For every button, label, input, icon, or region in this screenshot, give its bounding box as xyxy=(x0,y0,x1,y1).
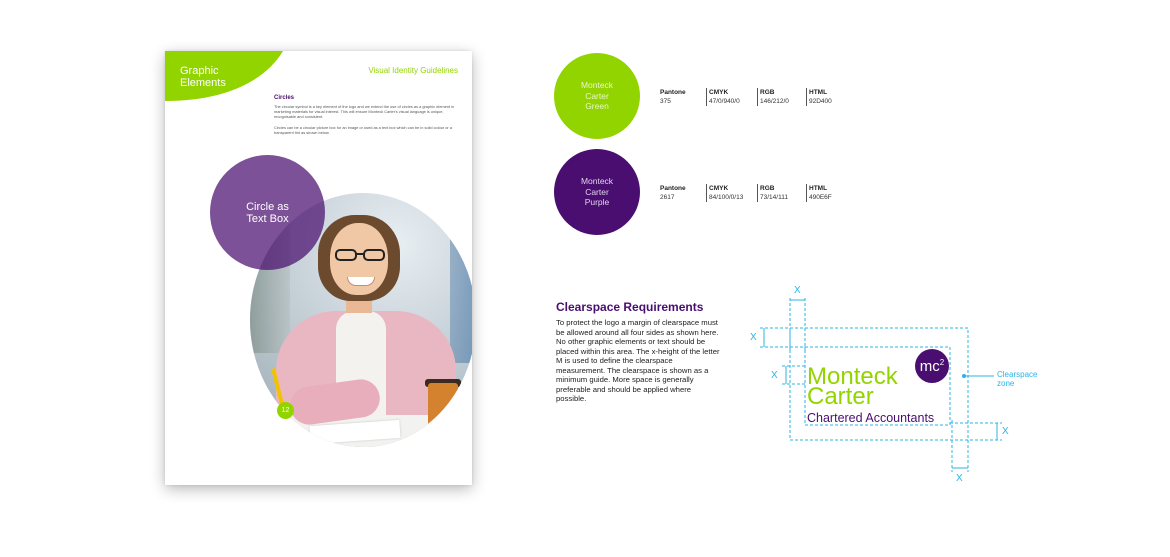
x-measure-label: X xyxy=(750,332,757,343)
spec-value: 2617 xyxy=(660,194,675,201)
x-measure-label: X xyxy=(956,473,963,484)
x-measure-label: X xyxy=(771,370,778,381)
spec-label: RGB xyxy=(760,89,775,96)
photo-background xyxy=(450,203,472,363)
spec-label: CMYK xyxy=(709,185,729,192)
clearspace-zone-label: Clearspace zone xyxy=(997,370,1038,388)
brochure-page xyxy=(165,51,472,485)
spec-cmyk-purple xyxy=(706,184,743,202)
spec-value: 92D400 xyxy=(809,98,832,105)
spec-value: 375 xyxy=(660,98,671,105)
spec-label: HTML xyxy=(809,89,828,96)
spec-label: RGB xyxy=(760,185,775,192)
coffee-cup-icon xyxy=(428,383,458,427)
page-subtitle: Visual Identity Guidelines xyxy=(368,66,458,75)
text-box-circle xyxy=(210,155,325,270)
spec-pantone-green xyxy=(660,88,686,106)
spec-html-green xyxy=(806,88,832,106)
spec-value: 490E6F xyxy=(809,194,832,201)
spec-html-purple xyxy=(806,184,832,202)
spec-value: 47/0/940/0 xyxy=(709,98,740,105)
section-heading: Circles xyxy=(274,95,295,101)
clearspace-diagram xyxy=(740,280,1060,490)
zone-pointer-dot xyxy=(962,374,966,378)
text-box-label: Circle as Text Box xyxy=(246,200,289,225)
logo-badge-text: mc xyxy=(919,357,940,375)
logo-wordmark-line1: Monteck xyxy=(807,363,898,390)
spec-value: 84/100/0/13 xyxy=(709,194,744,201)
spec-label: CMYK xyxy=(709,89,729,96)
clearspace-heading: Clearspace Requirements xyxy=(556,300,704,314)
clearspace-body: To protect the logo a margin of clearspace must be allowed around all four sides as shown here. No other graphic elements or text should be placed within this area. The x-height of the letter M is used to define the clearspace measurement. The clearspace is shown as a minimum guide. More space is generally preferable and should be applied where possible. xyxy=(556,318,720,403)
spec-value: 73/14/111 xyxy=(760,194,788,201)
spec-pantone-purple xyxy=(660,184,686,202)
logo-tagline: Chartered Accountants xyxy=(807,411,935,425)
body-paragraph: Circles can be a circular picture box for an image or used as a text box which can be in solid colour or a transparent tint as shown below. xyxy=(274,125,452,135)
spec-rgb-green xyxy=(757,88,789,106)
logo-mc2-badge xyxy=(915,349,949,383)
x-measure-label: X xyxy=(794,285,801,296)
logo-wordmark-line2: Carter xyxy=(807,383,874,410)
spec-cmyk-green xyxy=(706,88,740,106)
logo-badge-sup: 2 xyxy=(939,357,945,367)
body-paragraph: The circular symbol is a key element of the logo and we extend the use of circles as a graphic element in marketing materials for visual interest. This will ensure Monteck Carter's visual language is unique, recognisable and consistent. xyxy=(274,104,455,119)
spec-rgb-purple xyxy=(757,184,788,202)
page-title: Graphic Elements xyxy=(180,65,226,89)
glasses-icon xyxy=(334,248,386,262)
swatch-green: Monteck Carter Green xyxy=(554,53,640,139)
spec-label: Pantone xyxy=(660,89,686,96)
x-measure-label: X xyxy=(1002,426,1009,437)
spec-label: HTML xyxy=(809,185,828,192)
spec-value: 146/212/0 xyxy=(760,98,789,105)
swatch-purple: Monteck Carter Purple xyxy=(554,149,640,235)
page-number-badge: 12 xyxy=(277,402,294,419)
spec-label: Pantone xyxy=(660,185,686,192)
